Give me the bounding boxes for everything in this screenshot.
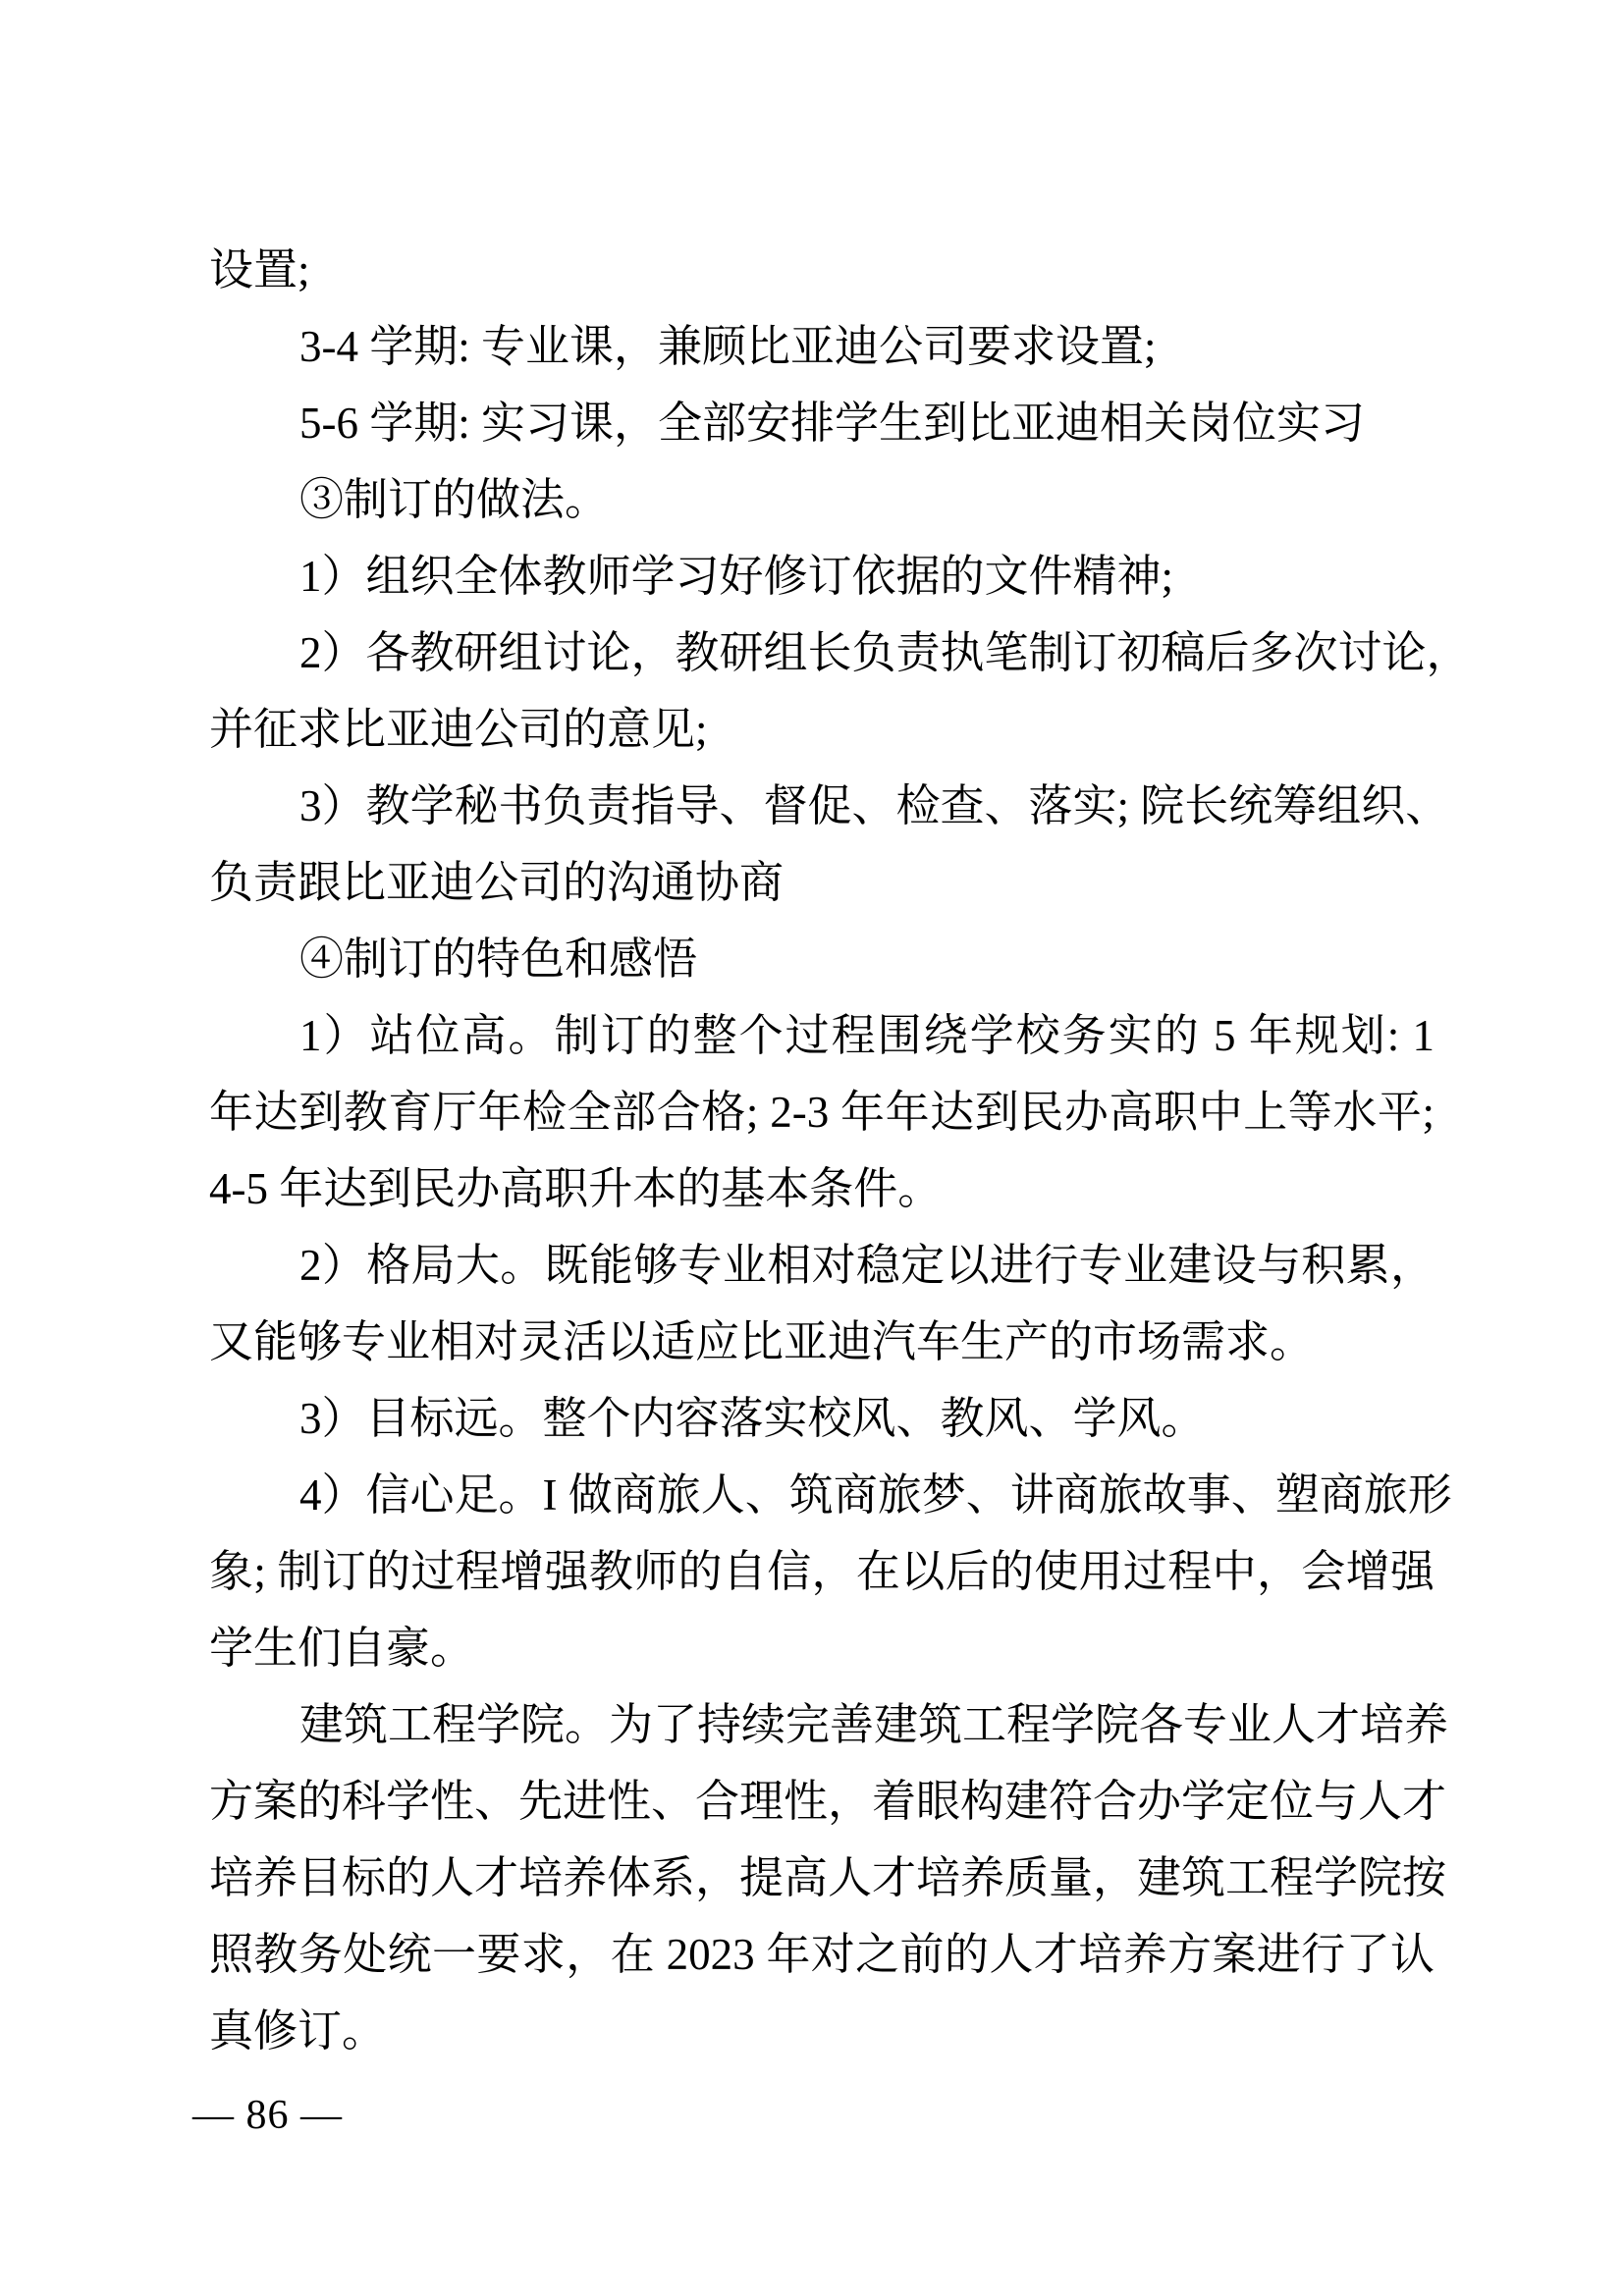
text-line: 年达到教育厅年检全部合格; 2-3 年年达到民办高职中上等水平; (209, 1088, 1435, 1137)
text-line: ④制订的特色和感悟 (299, 934, 698, 984)
text-line: 学生们自豪。 (209, 1624, 475, 1673)
document-body (209, 232, 1471, 2069)
text-line: 1）站位高。制订的整个过程围绕学校务实的 5 年规划: 1 (299, 1011, 1435, 1060)
text-line: 2）各教研组讨论，教研组长负责执笔制订初稿后多次讨论， (299, 628, 1471, 677)
text-line: 并征求比亚迪公司的意见; (209, 705, 708, 754)
text-line: 象; 制订的过程增强教师的自信，在以后的使用过程中，会增强 (209, 1547, 1435, 1596)
text-line: 4-5 年达到民办高职升本的基本条件。 (209, 1164, 943, 1213)
page-number: — 86 — (192, 2093, 343, 2138)
text-line: 1）组织全体教师学习好修订依据的文件精神; (299, 552, 1174, 601)
text-line: 真修订。 (209, 2006, 387, 2056)
text-line: 5-6 学期: 实习课，全部安排学生到比亚迪相关岗位实习 (299, 399, 1365, 448)
text-line: ③制订的做法。 (299, 475, 610, 524)
text-line: 3）教学秘书负责指导、督促、检查、落实; 院长统筹组织、 (299, 781, 1450, 830)
text-line: 设置; (209, 245, 310, 294)
text-line: 3-4 学期: 专业课，兼顾比亚迪公司要求设置; (299, 322, 1157, 371)
text-line: 又能够专业相对灵活以适应比亚迪汽车生产的市场需求。 (209, 1317, 1315, 1366)
text-line: 4）信心足。I 做商旅人、筑商旅梦、讲商旅故事、塑商旅形 (299, 1470, 1452, 1520)
text-line: 建筑工程学院。为了持续完善建筑工程学院各专业人才培养 (299, 1700, 1449, 1749)
text-line: 照教务处统一要求，在 2023 年对之前的人才培养方案进行了认 (209, 1930, 1435, 1979)
text-line: 负责跟比亚迪公司的沟通协商 (209, 858, 785, 907)
text-line: 培养目标的人才培养体系，提高人才培养质量，建筑工程学院按 (209, 1853, 1447, 1902)
text-line: 2）格局大。既能够专业相对稳定以进行专业建设与积累， (299, 1241, 1435, 1290)
text-line: 3）目标远。整个内容落实校风、教风、学风。 (299, 1394, 1206, 1443)
text-line: 方案的科学性、先进性、合理性，着眼构建符合办学定位与人才 (209, 1777, 1447, 1826)
